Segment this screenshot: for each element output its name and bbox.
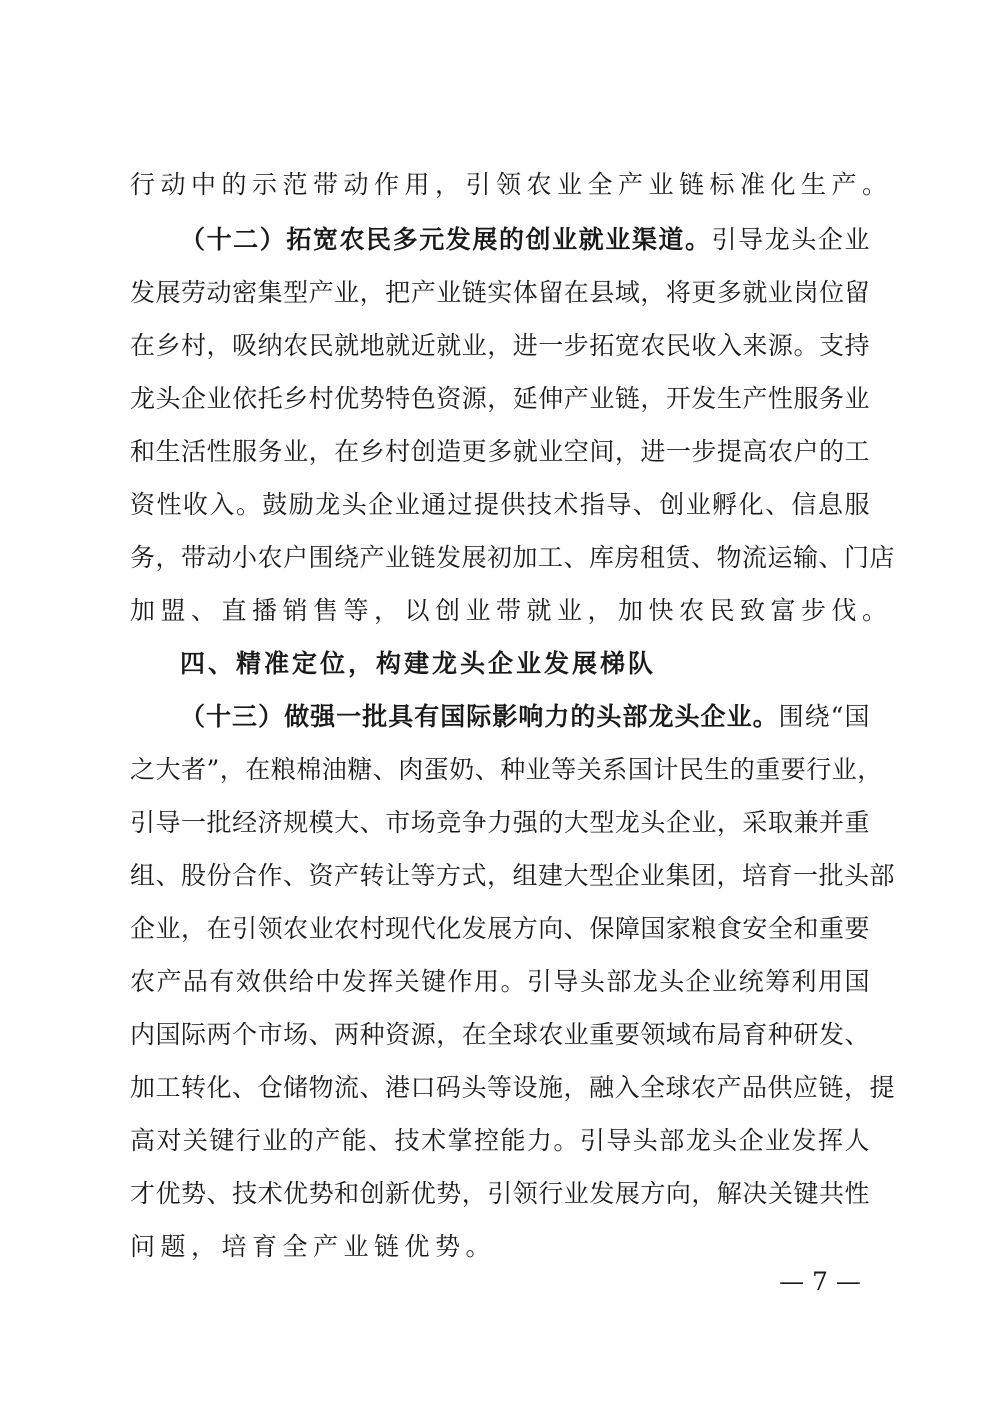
- paragraph-13-first-line-text: 围绕“国: [778, 702, 870, 731]
- paragraph-line: 龙头企业依托乡村优势特色资源，延伸产业链，开发生产性服务业: [130, 384, 870, 413]
- paragraph-line: 引导一批经济规模大、市场竞争力强的大型龙头企业，采取兼并重: [130, 808, 870, 837]
- paragraph-line: 务，带动小农户围绕产业链发展初加工、库房租赁、物流运输、门店: [130, 543, 896, 572]
- paragraph-line: 在乡村，吸纳农民就地就近就业，进一步拓宽农民收入来源。支持: [130, 331, 870, 360]
- paragraph-line: 高对关键行业的产能、技术掌控能力。引导头部龙头企业发挥人: [130, 1126, 870, 1155]
- paragraph-12-first-line: [180, 220, 870, 260]
- paragraph-line: 才优势、技术优势和创新优势，引领行业发展方向，解决关键共性: [130, 1179, 870, 1208]
- page-number: — 7 —: [779, 1267, 861, 1296]
- paragraph-line: 组、股份合作、资产转让等方式，组建大型企业集团，培育一批头部: [130, 861, 896, 890]
- paragraph-line: 和生活性服务业，在乡村创造更多就业空间，进一步提高农户的工: [130, 437, 870, 466]
- paragraph-line: 问题，培育全产业链优势。: [130, 1232, 497, 1261]
- paragraph-line: 发展劳动密集型产业，把产业链实体留在县域，将更多就业岗位留: [130, 278, 870, 307]
- paragraph-line: 农产品有效供给中发挥关键作用。引导头部龙头企业统筹利用国: [130, 967, 870, 996]
- paragraph-line: 加工转化、仓储物流、港口码头等设施，融入全球农产品供应链，提: [130, 1073, 896, 1102]
- paragraph-line: 加盟、直播销售等，以创业带就业，加快农民致富步伐。: [130, 596, 893, 625]
- paragraph-12-heading: （十二）拓宽农民多元发展的创业就业渠道。: [180, 225, 712, 254]
- paragraph-line: 之大者”，在粮棉油糖、肉蛋奶、种业等关系国计民生的重要行业，: [130, 755, 883, 784]
- paragraph-line: 行动中的示范带动作用，引领农业全产业链标准化生产。: [130, 170, 893, 199]
- paragraph-line: 企业，在引领农业农村现代化发展方向、保障国家粮食安全和重要: [130, 914, 870, 943]
- paragraph-13-heading: （十三）做强一批具有国际影响力的头部龙头企业。: [180, 702, 779, 731]
- paragraph-line: 内国际两个市场、两种资源，在全球农业重要领域布局育种研发、: [130, 1020, 870, 1049]
- paragraph-line: 资性收入。鼓励龙头企业通过提供技术指导、创业孵化、信息服: [130, 490, 870, 519]
- paragraph-12-first-line-text: 引导龙头企业: [711, 225, 870, 254]
- paragraph-13-first-line: [180, 697, 870, 737]
- section-heading: 四、精准定位，构建龙头企业发展梯队: [180, 649, 657, 678]
